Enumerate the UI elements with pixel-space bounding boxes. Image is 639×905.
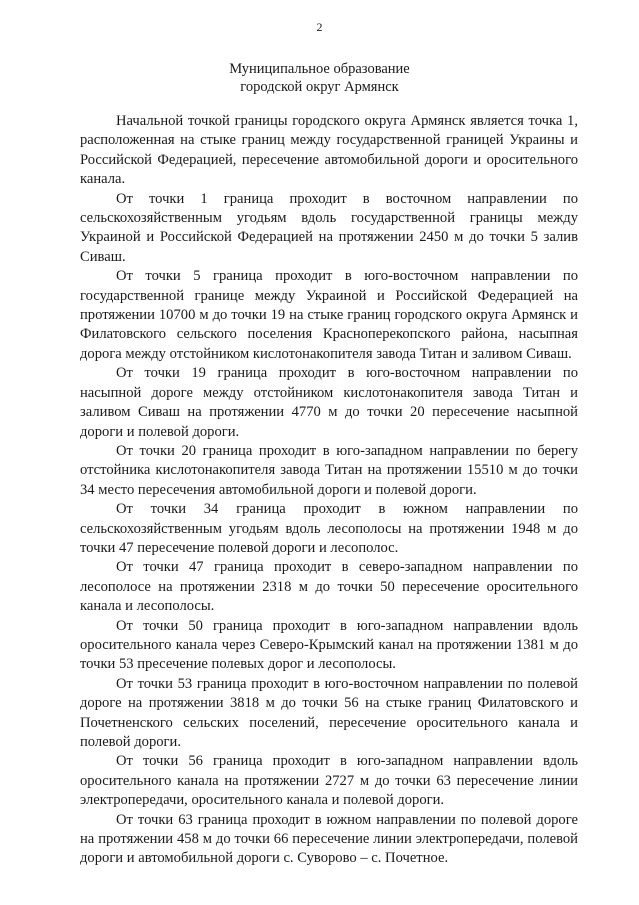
page-number: 2	[316, 20, 323, 34]
paragraph: От точки 50 граница проходит в юго-западном направлении вдоль оросительного канала через Северо-Крымский канал на протяжении 1381 м до точки 53 пресечение полевых дорог и лесополосы.	[80, 617, 578, 673]
paragraph: От точки 47 граница проходит в северо-западном направлении по лесополосе на протяжении 2318 м до точки 50 пересечение оросительного канала и лесополосы.	[80, 559, 578, 615]
document-body	[80, 112, 578, 869]
paragraph: От точки 53 граница проходит в юго-восточном направлении по полевой дороге на протяжении 3818 м до точки 56 на стыке границ Филатовского и Почетненского сельских поселений, пересечение оросительного канала и полевой дороги.	[80, 675, 578, 750]
paragraph: От точки 20 граница проходит в юго-западном направлении по берегу отстойника кислотонакопителя завода Титан на протяжении 15510 м до точки 34 место пересечения автомобильной дороги и полевой дороги.	[80, 442, 578, 498]
paragraph: От точки 19 граница проходит в юго-восточном направлении по насыпной дороге между отстойником кислотонакопителя завода Титан и заливом Сиваш на протяжении 4770 м до точки 20 пересечение насыпной дороги и полевой дороги.	[80, 365, 578, 440]
paragraph: От точки 56 граница проходит в юго-западном направлении вдоль оросительного канала на протяжении 2727 м до точки 63 пересечение линии электропередачи, оросительного канала и полевой дороги.	[80, 753, 578, 809]
heading-line-2: городской округ Армянск	[240, 79, 399, 95]
paragraph: Начальной точкой границы городского округа Армянск является точка 1, расположенная на стыке границ между государственной границей Украины и Российской Федерацией, пересечение автомобильной дороги и оросительного канала.	[80, 113, 578, 188]
paragraph: От точки 63 граница проходит в южном направлении по полевой дороге на протяжении 458 м до точки 66 пересечение линии электропередачи, полевой дороги и автомобильной дороги с. Суворово – с. Почетное.	[80, 811, 578, 867]
paragraph: От точки 34 граница проходит в южном направлении по сельскохозяйственным угодьям вдоль лесополосы на протяжении 1948 м до точки 47 пересечение полевой дороги и лесополос.	[80, 501, 578, 556]
paragraph: От точки 5 граница проходит в юго-восточном направлении по государственной границе между Украиной и Российской Федерацией на протяжении 10700 м до точки 19 на стыке границ городского округа Армянск и Филатовского сельского поселения Красноперекопского района, насыпная дорога между отстойником кислотонакопителя завода Титан и заливом Сиваш.	[80, 268, 578, 362]
document-heading	[0, 60, 639, 96]
paragraph: От точки 1 граница проходит в восточном направлении по сельскохозяйственным угодьям вдоль государственной границы между Украиной и Российской Федерацией на протяжении 2450 м до точки 5 залив Сиваш.	[80, 190, 578, 265]
heading-line-1: Муниципальное образование	[229, 61, 410, 77]
